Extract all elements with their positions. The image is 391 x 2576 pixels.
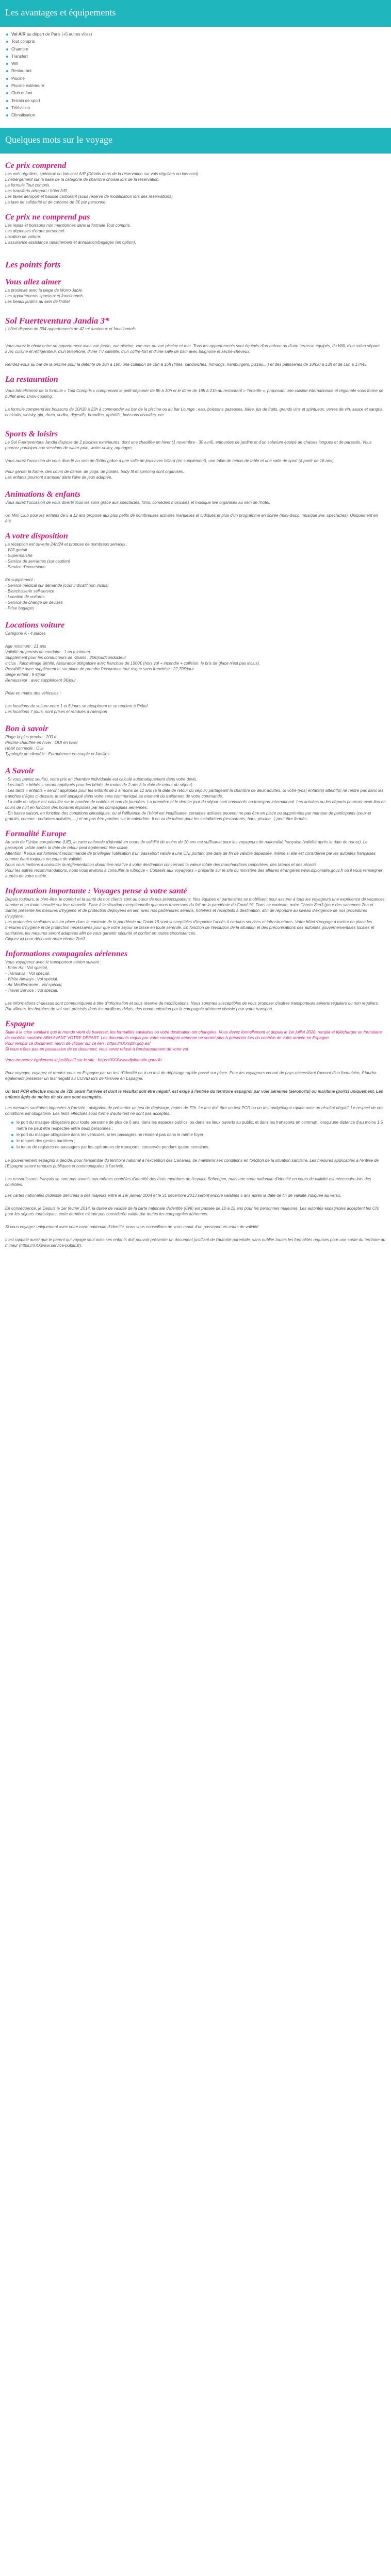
comprend-item: La formule Tout compris. (5, 182, 51, 188)
sports-paragraph-4: Les enfants pourront s'amuser dans l'aire de jeux adaptée. (5, 474, 112, 480)
covid-paragraph: Depuis toujours, le bien-être, le confort et la santé de nos clients sont au cœur de nos préoccupations. Nos équipes et partenaires se mobilisent pour assurer à tous les voyageurs une expérience de vacances sereine et en toute sécurité sur leur nouvelle. Face à la situation exceptionnelle que nous traversons du fait de la pandémie du Covid-19. Dans ce contexte, notre Charte Zen3 (pour des vacances Zen et Santé) présente les mesures d'hygiène et de protection déployées en lien avec nos partenaires aériens, hôteliers et récepteifs à destination, afin de répondre au niveau d'exigence de nos procédures d'hygiène. (5, 896, 385, 919)
feature-item-label: Club enfant (11, 91, 32, 96)
feature-item (11, 82, 391, 90)
comprend-item: Les transferts aéroport / hôtel A/R. (5, 188, 68, 193)
espagne-paragraph-11: En conséquence, je Depuis le 1er février 2014, la durée de validité de la carte nationale d'identité (CNI) est passée de 10 à 15 ans pour les personnes majeures. Les autorités espagnoles acceptent les CNI pour les séjours touristiques, cette dernière n'étant pas considérée valide par toutes les compagnies aériennes. (5, 1206, 380, 1216)
voiture-assurance: Possibilité avec supplément et sur place de prendre l'assurance tout risque sans franchise : 22,70€/jour (5, 666, 194, 671)
disposition-supplement: En supplément : (5, 577, 35, 582)
disposition-supplement-item: - Blanchisserie self-service (5, 588, 55, 594)
comprend-item: La taxe de solidarité et de carbone de 3€ par personne. (5, 199, 107, 205)
disposition-list-1 (5, 547, 386, 570)
heading-animations: Animations & enfants (5, 489, 80, 499)
voiture-locations-1: Les locations de voiture entre 1 et 6 jours se récupèrent et se rendent à l'hôtel (5, 703, 148, 708)
covid-paragraph: Cliquez ici pour découvrir notre charte Zen3. (5, 936, 87, 941)
comprend-item: Les taxes aéroport et hausse carburant (sous réserve de modification lors des réservations). (5, 194, 174, 199)
espagne-paragraph-2[interactable]: Pour remplir ce document, merci de cliquer sur ce lien : https://XXXspth.gob.es/ (5, 1041, 151, 1046)
feature-item (11, 75, 391, 82)
disposition-supplement-item: - Service de change de devises (5, 600, 63, 605)
espagne-paragraph-7: Les mesures sanitaires imposées à l'arrivée : obligation de présenter un test de dépistage, moins de 72h. Le test doit être un test PCR ou un test antigénique rapide avec un résultat négatif. Le respect de ces conditions est obligatoire. Les tests effectués sous forme d'auto-test ne sont pas acceptés. (5, 1105, 384, 1116)
heading-disposition: A votre disposition (5, 531, 68, 540)
heading-sports: Sports & loisirs (5, 429, 58, 438)
sports-paragraph-1: Le Sol Fuerteventura Jandía dispose de 2 piscines extérieures, dont une chauffée en hiver (1 novembre - 30 avril), entourées de jardins et d'un solarium équipé de chaises longues et de parasols. Vous pourrez participer aux sessions de water-polo, water-volley, aquagym,... (5, 439, 372, 450)
a-savoir-item: - Si vous partez seul(e), votre prix en chambre individuelle est calculé automatiquement dans votre devis. (5, 776, 198, 782)
formalite-paragraph: Attention: Il vous est fortement recommandé de privilégier l'utilisation d'un passeport valide à une CNI portant une date de fin de validité dépassée, même si elle est considérée par les autorités françaises comme étant toujours en cours de validité. (5, 851, 376, 861)
features-list (0, 31, 391, 120)
a-savoir-item: - En basse saison, en fonction des conditions climatiques, ou si l'affluence de l'hôtel est insuffisante, certaines activités peuvent ne pas être en place ou supprimées par manque de participants (ceux-ci gratuits, comme : certaines activités, ...) et ne pas être portées sur le calendrier. Il en va de même pour les installations (restaurants, bars, piscine...) peut être fermés. (5, 810, 371, 821)
voiture-siege: Siège enfant : 9 €/jour (5, 672, 46, 677)
voiture-prise: Prise en mains des véhicules : (5, 690, 61, 696)
espagne-paragraph-13: Il est rappelé aussi que le parent qui voyage seul avec ses enfants doit pouvoir présenter un document justifiant de l'autorité parentale, sans oublier toutes les formalités requises pour une sortie du territoire du mineur (https://XXXwww.service-public.fr). (5, 1237, 386, 1248)
voiture-inclus: Inclus : Kilométrage illimité, Assurance obligatoire avec franchise de 1500€ (hors vol + incendie + collision, le bris de glace n'est pas inclus). (5, 660, 260, 666)
espagne-paragraph-8: Le gouvernement espagnol a décidé, pour l'ensemble du territoire national à l'exception des Canaries, de maintenir ses conditions en fonction de la situation sanitaire. Les mesures applicables à l'entrée de l'Espagne seront rendues publiques et communiquées à l'arrivée. (5, 1158, 379, 1168)
sports-paragraph-3: Pour garder la forme, des cours de danse, de yoga, de pilates, body fit et spinning sont organisés. (5, 469, 184, 474)
a-savoir-item: - La taille du séjour est calculée sur le nombre de nuitées et non de journées. La première et le dernier jour du séjour sont consacrés au transport international. Les arrivées ou les départs pourront avoir lieu en cours de nuit en fonction des horaires imposés par les compagnies aériennes. (5, 799, 386, 810)
heading-a-savoir: A Savoir (5, 766, 35, 775)
page (0, 0, 391, 1248)
espagne-paragraph-12: Si vous voyagez uniquement avec votre carte nationale d'identité, nous vous conseillons de vous munir d'un passeport en cours de validité. (5, 1224, 260, 1229)
resto-paragraph-1: Vous bénéficierez de la formule « Tout Compris » comprenant le petit-déjeuner de 8h à 10h et le dîner de 18h à 21h au restaurant « Tenerife », proposant une cuisine internationale et régionale sous forme de buffet avec show-cooking. (5, 388, 384, 399)
disposition-list-2 (5, 583, 386, 611)
feature-item (11, 112, 391, 119)
aimer-item: Les appartements spacieux et fonctionnels. (5, 293, 85, 298)
disposition-supplement-item: - Location de voitures (5, 594, 45, 599)
disposition-item: - Wifi gratuit (5, 547, 27, 552)
hotel-paragraph-2: Vous aurez le choix entre un appartement avec vue jardin, vue piscine, vue mer ou vue piscine et mer. Tous les appartements sont équipés d'un balcon ou d'une terrasse équipés, du Wifi, d'un salon séparé avec cuisine et réfrigérateur, d'un téléphone, d'une TV satellite, d'un coffre-fort et d'une salle de bain avec baignoire et sèche-cheveux. (5, 343, 380, 354)
feature-item-label: Climatisation (11, 113, 35, 118)
aimer-list (5, 287, 386, 304)
formalite-paragraph: Pour les autres recommandations, nous vous invitons à consulter la rubrique « Conseils aux voyageurs » présente sur le site du ministère des affaires étrangères www.diplomatie.gouv.fr où il vous renseigner auprès de votre mairie. (5, 868, 383, 878)
compagnies-intro: Vous voyagerez avec le transporteur aérien suivant : (5, 959, 102, 964)
feature-item (11, 60, 391, 67)
feature-item-bold: Vol A/R (11, 32, 26, 37)
feature-item-label: Wifi (11, 61, 19, 66)
voyage-content (0, 154, 391, 1248)
bon-a-savoir-item: Plage la plus proche : 200 m (5, 734, 58, 739)
voiture-supplement: Supplément pour les conducteurs de -25ans : 20€/jour/conducteur (5, 655, 126, 660)
covid-paragraph: Les protocoles sanitaires mis en place dans le contexte de la pandémie du Covid-19 sont susceptibles d'impacter l'accès à certains services et infrastructures. Votre hôtel s'engage à mettre en place les mesures d'hygiène et de protection nécessaires pour que votre séjour se fasse en toute sérénité. En fonction de l'évolution de la situation et des préconisations des autorités gouvernementales locales et sanitaires, les mesures seront adaptées afin de vous garantir sécurité et confort en toutes circonstances. (5, 919, 374, 936)
compagnie-item: - Air Mediterranée : Vol spécial, (5, 982, 63, 987)
bon-a-savoir-item: Piscine chauffée en hiver : OUI en hiver (5, 740, 78, 745)
section-title-voyage: Quelques mots sur le voyage (0, 128, 391, 154)
heading-compagnies: Informations compagnies aériennes (5, 949, 128, 958)
ne-comprend-item: Les dépenses d'ordre personnel. (5, 228, 66, 233)
feature-item-label: Terrain de sport (11, 98, 40, 103)
disposition-item: - Service de serviettes (sur caution) (5, 558, 70, 564)
ne-comprend-list (5, 223, 386, 245)
feature-item-label: Restaurant (11, 69, 32, 74)
compagnie-item: - White Airways : Vol spécial, (5, 976, 58, 981)
disposition-supplement-item: - Prise bagages (5, 605, 35, 611)
voiture-age: Age minimum : 21 ans (5, 643, 46, 649)
espagne-list-item: le port du masque obligatoire dans les véhicules, si les passagers ne résident pas dans le même foyer ; (17, 1132, 386, 1138)
compagnie-item: - Travel Service : Vol spécial. (5, 988, 58, 993)
heading-formalite: Formalité Europe (5, 829, 67, 838)
disposition-supplement-item: - Service médical sur demande (coût indicatif non inclus) (5, 583, 109, 588)
espagne-paragraph-9: Les ressortissants français se sont pas soumis aux mêmes contrôles d'identité des états membres de l'espace Schengen, mais une carte nationale d'identité en cours de validité est nécessaire lors des contrôles. (5, 1176, 371, 1187)
feature-item (11, 90, 391, 97)
espagne-paragraph-3: Si vous n'êtes pas en possession de ce document, vous serez refusé à l'embarquement de votre vol. (5, 1046, 189, 1052)
comprend-item: L'hébergement sur la base de la catégorie de chambre choisie lors de la réservation. (5, 177, 160, 182)
voiture-category: Catégorie A - 4 places (5, 631, 46, 636)
compagnie-item: - Enter Air : Vol spécial, (5, 965, 48, 970)
bon-a-savoir-item: Typologie de clientèle : Européenne en couple et familles (5, 751, 110, 756)
espagne-paragraph-10: Les cartes nationales d'identité délivrées à des majeurs entre le 1er janvier 2004 et le 31 décembre 2013 seront encore valables 5 ans après la date de fin de validité indiquée au verso. (5, 1193, 341, 1198)
heading-vous-allez-aimer: Vous allez aimer (5, 277, 61, 286)
espagne-list (5, 1120, 386, 1150)
formalite-paragraph: Nous vous invitons à consulter la réglementation douanière relative à votre destination concernant la valeur totale des marchandises rapportées, des tabacs et des alcools. (5, 862, 318, 867)
comprend-item: Les vols réguliers, spéciaux ou low-cost A/R (Détails dans de la réservation sur vols réguliers ou low-cost). (5, 171, 200, 176)
ne-comprend-item: Location de voiture. (5, 234, 41, 239)
a-savoir-item: - Les tarifs « enfants » seront appliqués pour les enfants de 2 à moins de 12 ans (à la date de retour du séjour) partageant la chambre de deux adultes. Si votre (vos) enfant(s) atteint(s) ne rentre pas dans les tranches d'âges ci-dessus, le tarif appliqué dans votre sera communiqué au moment du traitement de votre commande. (5, 788, 384, 799)
formalite-paragraph: Au sein de l'Union européenne (UE), la carte nationale d'identité en cours de validité de moins de 10 ans est suffisante pour les voyageurs de nationalité française (validité après la date de retour). Le passeport valide après la date de retour peut également être utilisé. (5, 839, 368, 850)
feature-item (11, 53, 391, 60)
feature-item-label: Chambre (11, 46, 28, 52)
feature-item-label: Transfert (11, 54, 28, 59)
voiture-rehausseur: Rehausseur : avec supplément 3€/jour (5, 677, 76, 683)
resto-paragraph-2: La formule comprend les boissons de 10h30 à 23h à commander au bar de la piscine ou au bar Lounge : eau, boissons gazeuses, bière, jus de fruits, grands vins et spiritueux, verres de vin, sauce et sangria, cocktails, whisky, gin, rhum, vodka, digestifs, brandies, apéritifs, boissons chaudes, etc. (5, 406, 384, 417)
feature-item (11, 46, 391, 53)
ne-comprend-item: L'assurance assistance rapatriement et annulation/bagages (en option). (5, 240, 136, 245)
espagne-list-item: la tenue de registres de passagers par les opérateurs de transports, conservés pendant quatre semaines. (17, 1144, 386, 1150)
a-savoir-list (5, 776, 386, 822)
aimer-item: Les beaux jardins au sein de l'hôtel. (5, 299, 71, 304)
heading-hotel: Sol Fuerteventura Jandia 3* (5, 315, 109, 326)
feature-item-label: Télévision (11, 105, 30, 110)
feature-item-label: Piscine extérieure (11, 83, 44, 89)
feature-item (11, 105, 391, 112)
formalite-list (5, 839, 386, 879)
aimer-item: La proximité avec la plage de Morro Jable. (5, 287, 83, 293)
feature-item (11, 38, 391, 45)
compagnies-list (5, 965, 386, 993)
heading-points-forts: Les points forts (5, 259, 61, 269)
feature-item-label: Tout compris (11, 39, 35, 44)
section-title-avantages: Les avantages et équipements (0, 0, 391, 27)
bon-a-savoir-list (5, 734, 386, 757)
voiture-locations-2: Les locations 7 jours, sont prises et rendues à l'aéroport (5, 709, 108, 714)
feature-item (11, 97, 391, 105)
animations-paragraph-1: Vous aurez l'occasion de vous divertir tous les soirs grâce aux spectacles, films, comédies musicales et musique live organisés au sein de l'hôtel. (5, 500, 271, 505)
feature-item (11, 31, 391, 38)
hotel-paragraph-3: Rendez-vous au bar de la piscine pour la détente de 10h à 19h, une collation de 15h à 16h (frites, sandwiches, hot-dogs, hamburgers, pizzas,...) et des pâtisseries de 10h30 à 13h et de 16h à 17h45. (5, 362, 368, 367)
heading-comprend: Ce prix comprend (5, 161, 67, 170)
espagne-list-item: le respect des gestes barrières ; (17, 1138, 386, 1144)
espagne-paragraph-6: Un test PCR effectué moins de 72h avant l'arrivée et dont le résultat doit être négatif, est exigé à l'entrée du territoire espagnol par voie aérienne (aéroports) ou maritime (ports) uniquement. Les enfants âgés de moins de six ans sont exemptés. (5, 1089, 383, 1099)
feature-item-label: Piscine (11, 76, 25, 81)
espagne-paragraph-1: Suite à la crise sanitaire que le monde vient de traverser, les formalités sanitaires ou votre destination ont changées. Vous devez formellement et depuis le 1er juillet 2020, remplir et télécharger un formulaire de contrôle sanitaire ABH AVANT VOTRE DÉPART. Les documents requis par votre compagnie aérienne ne seront plus à présenter lors du contrôle de votre arrivée en Espagne. (5, 1029, 382, 1040)
disposition-intro: La réception est ouverte 24h/24 et propose de nombreux services : (5, 541, 128, 547)
espagne-paragraph-4[interactable]: Vous trouverez également le justificatif sur le site : https://XXXwww.diplomatie.gouv.fr/ (5, 1057, 162, 1062)
heading-bon-a-savoir: Bon à savoir (5, 724, 48, 733)
compagnie-item: - Transavia : Vol spécial, (5, 971, 50, 976)
animations-paragraph-2: Un Mini Club pour les enfants de 5 à 12 ans proposé aux plus petits de nombreuses activités manuelles et ludiques et plus d'un programme en soirée (mini-disco, musique live, spectacles). Uniquement en été. (5, 513, 378, 523)
heading-covid: Information importante : Voyages pense à votre santé (5, 886, 187, 895)
ne-comprend-item: Les repas et boissons non mentionnés dans la formule Tout compris. (5, 223, 131, 228)
sports-paragraph-2: Vous aurez l'occasion de vous divertir au sein de l'hôtel grâce à une salle de jeux avec billard (en supplément), une table de tennis de table et une salle de sport (à partir de 16 ans). (5, 458, 335, 463)
heading-ne-comprend: Ce prix ne comprend pas (5, 212, 90, 222)
espagne-paragraph-5: Pour voyager, voyagez et rendez-vous en Espagne par un test d'identité ou à un test de dépistage rapide passé sur place. Pour les voyageurs venant de pays nécessitant l'accord d'un formulaire, il faudra également présenter un test négatif au COVID lors de l'arrivée en Espagne. (5, 1070, 377, 1081)
comprend-list (5, 171, 386, 205)
heading-restauration: La restauration (5, 375, 58, 384)
a-savoir-item: - Les tarifs « bébés » seront appliqués pour les bébés de moins de 2 ans à la date de retour du séjour). (5, 782, 194, 787)
covid-list (5, 896, 386, 942)
compagnies-note: Les informations ci-dessus sont communiquées à titre d'information et sous réserve de modifications. Nous sommes susceptibles de vous proposer d'autres transporteurs aériens réguliers ou non réguliers. Par ailleurs, les horaires de vol sont précisés dans les meilleurs délais, dès communication par la compagnie aérienne choisie pour votre transport. (5, 1001, 379, 1011)
espagne-list-item: le port du masque obligatoire pour toute personne de plus de 6 ans, dans les espaces publics, ou dans les lieux ouverts au public, et dans les transports en commun, lorsqu'une distance d'au moins 1,5 mètre ne peut être respectée entre deux personnes ; (17, 1120, 386, 1132)
hotel-text: L'hôtel dispose de 394 appartements de 42 m² lumineux et fonctionnels. (5, 326, 137, 331)
heading-espagne: Espagne (5, 1019, 35, 1028)
feature-item-label: au départ de Paris (+5 autres villes) (25, 32, 92, 37)
disposition-item: - Supermarché (5, 553, 32, 558)
disposition-item: - Service d'excursions (5, 564, 45, 569)
bon-a-savoir-item: Hôtel connecté : OUI (5, 745, 44, 751)
feature-item (11, 67, 391, 75)
voiture-permis: Validité du permis de conduire : 1 an minimum. (5, 649, 91, 654)
heading-voiture: Locations voiture (5, 620, 65, 630)
